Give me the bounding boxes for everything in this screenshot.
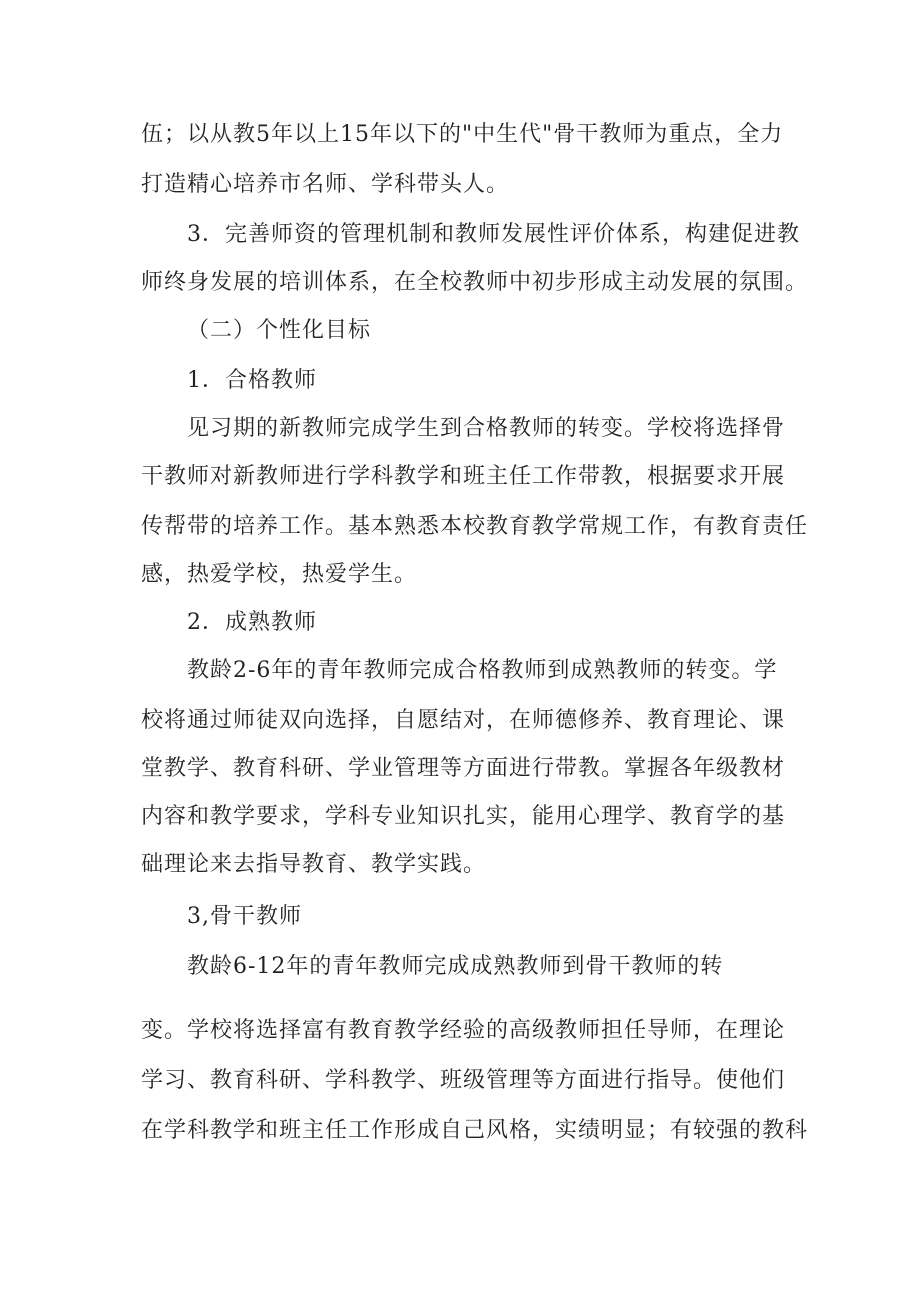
text-line: 教龄2-6年的青年教师完成合格教师到成熟教师的转变。学 bbox=[187, 658, 778, 683]
subsection-heading: 2．成熟教师 bbox=[187, 610, 317, 635]
text-line: 础理论来去指导教育、教学实践。 bbox=[141, 852, 487, 877]
text-line: 学习、教育科研、学科教学、班级管理等方面进行指导。使他们 bbox=[141, 1068, 786, 1093]
text-line: 伍；以从教5年以上15年以下的"中生代"骨干教师为重点，全力 bbox=[141, 122, 784, 147]
text-line: 干教师对新教师进行学科教学和班主任工作带教，根据要求开展 bbox=[141, 464, 786, 489]
text-line: 内容和教学要求，学科专业知识扎实，能用心理学、教育学的基 bbox=[141, 804, 786, 829]
text-line: 3．完善师资的管理机制和教师发展性评价体系，构建促进教 bbox=[187, 222, 800, 247]
text-line: 打造精心培养市名师、学科带头人。 bbox=[141, 172, 510, 197]
text-line: 变。学校将选择富有教育教学经验的高级教师担任导师，在理论 bbox=[141, 1018, 786, 1043]
text-line: 在学科教学和班主任工作形成自己风格，实绩明显；有较强的教科 bbox=[141, 1118, 809, 1143]
subsection-heading: 3,骨干教师 bbox=[187, 904, 302, 929]
text-line: 感，热爱学校，热爱学生。 bbox=[141, 562, 418, 587]
subsection-heading: 1．合格教师 bbox=[187, 368, 317, 393]
text-line: 堂教学、教育科研、学业管理等方面进行带教。掌握各年级教材 bbox=[141, 756, 786, 781]
text-line: 师终身发展的培训体系，在全校教师中初步形成主动发展的氛围。 bbox=[141, 270, 809, 295]
text-line: 教龄6-12年的青年教师完成成熟教师到骨干教师的转 bbox=[187, 954, 724, 979]
text-line: 校将通过师徒双向选择，自愿结对，在师德修养、教育理论、课 bbox=[141, 708, 786, 733]
text-line: 见习期的新教师完成学生到合格教师的转变。学校将选择骨 bbox=[187, 416, 786, 441]
section-heading: （二）个性化目标 bbox=[187, 318, 372, 343]
text-line: 传帮带的培养工作。基本熟悉本校教育教学常规工作，有教育责任 bbox=[141, 514, 809, 539]
